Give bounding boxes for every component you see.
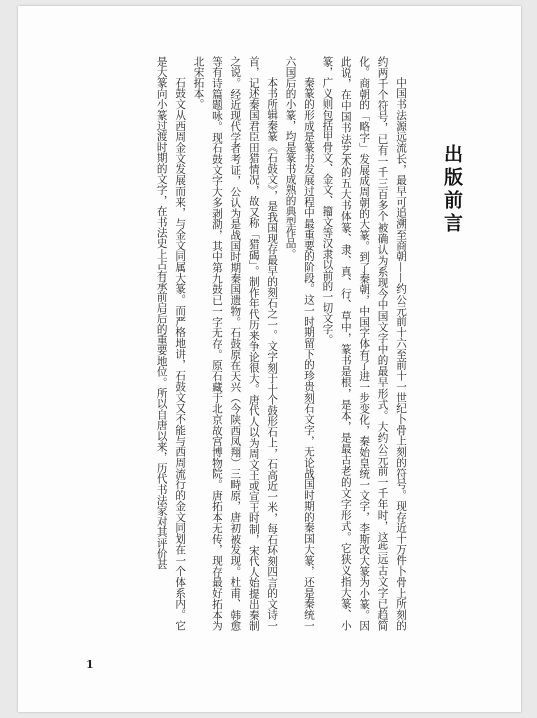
page-number: 1 xyxy=(86,658,94,671)
paragraph-4: 石鼓文从西周金文发展而来，与金文同属大篆。而严格地讲，石鼓文又不能与西周流行的金文同划在一个体系内。它是大篆向小篆过渡时期的文字，在书法史上占有承前启后的重要地位。所以自唐以来，历代书法家对其评价甚 xyxy=(155,56,187,631)
paragraph-1: 中国书法源远流长，最早可追溯至商朝——约公元前十六至前十一世纪卜骨上刻的符号。现存近十万件卜骨上所刻的约两千个符号，已有一千三百多个被确认为系现今中国文字中的最早形式。大约公元前一千年时，这些远古文字已趋简化。商朝的「略字」发展成周朝的大篆。到了秦朝，中国字体有了进一步变化，秦始皇统一文字，李斯改大篆为小篆。因此说，在中国书法艺术的五大书体篆、隶、真、行、草中，篆书是根，是本，是最古老的文字形式。它狭义指大篆、小篆，广义则包括甲骨文、金文、籀文等汉隶以前的一切文字。 xyxy=(321,56,407,631)
body-text xyxy=(80,56,410,631)
paragraph-2: 秦篆的形成是篆书发展过程中最重要的阶段。这一时期留下的珍贵刻石文字，无论战国时期的秦国大篆，还是秦统一六国后的小篆，均是篆书成熟的典型作品。 xyxy=(284,56,315,631)
document-page xyxy=(18,6,521,712)
paragraph-3: 本书所辑秦篆《石鼓文》，是我国现存最早的刻石之一。文字刻于十个鼓形石上，石高近一米，每石环刻四言的文诗一首，记述秦国君臣田猎情况，故又称「猎碣」。制作年代历来争论很大。唐代人以为周文王或宣王时制，宋代人始提出秦制之说。经近现代学者考证，公认为是战国时期秦国遗物。石鼓原在天兴（今陕西凤翔）三畤原，唐初被发现。杜甫、韩愈等有诗篇题咏。现石鼓文字大多剥泐，其中第九鼓已一字无存。原石藏于北京故宫博物院。唐拓本无传，现存最好拓本为北宋拓本。 xyxy=(192,56,279,631)
page-title: 出版前言 xyxy=(441,144,463,236)
